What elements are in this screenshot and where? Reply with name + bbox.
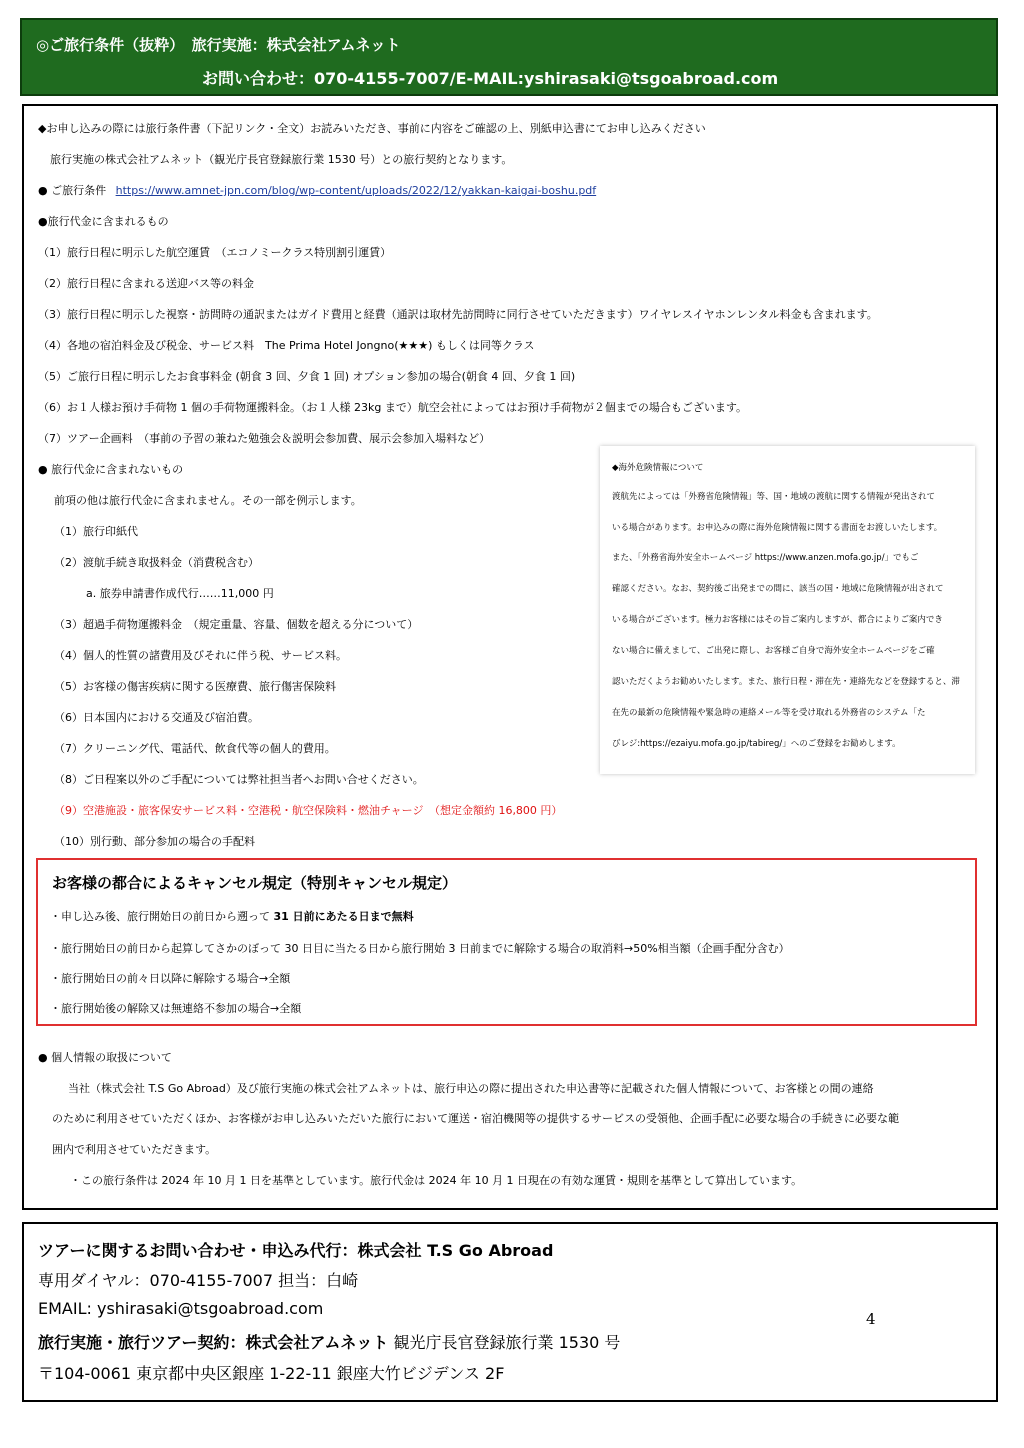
- notice-line: 渡航先によっては「外務省危険情報」等、国・地域の渡航に関する情報が発出されて: [612, 492, 936, 502]
- conditions-link[interactable]: https://www.amnet-jpn.com/blog/wp-content/uploads/2022/12/yakkan-kaigai-boshu.pdf: [115, 184, 597, 197]
- excluded-heading: ● 旅行代金に含まれないもの: [38, 463, 184, 476]
- contract-line: 旅行実施の株式会社アムネット（観光庁長官登録旅行業 1530 号）との旅行契約となります。: [50, 153, 513, 166]
- excluded-item-4: （4）個人的性質の諸費用及びそれに伴う税、サービス料。: [54, 649, 347, 662]
- excluded-item-1: （1）旅行印紙代: [54, 525, 138, 538]
- excluded-item-10: （10）別行動、部分参加の場合の手配料: [54, 835, 255, 848]
- footer-operator-name: 旅行実施・旅行ツアー契約：株式会社アムネット: [38, 1333, 389, 1352]
- footer-inquiry: ツアーに関するお問い合わせ・申込み代行：株式会社 T.S Go Abroad: [38, 1241, 554, 1260]
- excluded-intro: 前項の他は旅行代金に含まれません。その一部を例示します。: [54, 494, 362, 507]
- privacy-text-1: 当社（株式会社 T.S Go Abroad）及び旅行実施の株式会社アムネットは、旅行申込の際に提出された申込書等に記載された個人情報について、お客様との間の連絡: [68, 1082, 874, 1095]
- notice-line: また、「外務省海外安全ホームページ https://www.anzen.mofa.go.jp/」でもご: [612, 553, 919, 563]
- privacy-heading: ● 個人情報の取扱について: [38, 1051, 172, 1064]
- excluded-item-7: （7）クリーニング代、電話代、飲食代等の個人的費用。: [54, 742, 336, 755]
- notice-line: びレジ:https://ezaiyu.mofa.go.jp/tabireg/」へのご登録をお勧めします。: [612, 739, 901, 749]
- cancellation-rule-1: [50, 908, 414, 924]
- conditions-link-line: [38, 184, 596, 198]
- cancellation-title: お客様の都合によるキャンセル規定（特別キャンセル規定）: [52, 874, 458, 892]
- notice-line: 認いただくようお勧めいたします。また、旅行日程・滞在先・連絡先などを登録すると、滞: [612, 677, 960, 687]
- notice-line: ない場合に備えまして、ご出発に際し、お客様ご自身で海外安全ホームページをご確: [612, 646, 935, 656]
- cancellation-rule-3: ・旅行開始日の前々日以降に解除する場合→全額: [50, 972, 291, 985]
- excluded-item-3: （3）超過手荷物運搬料金 （規定重量、容量、個数を超える分について）: [54, 618, 419, 631]
- included-item-4: （4）各地の宿泊料金及び税金、サービス料 The Prima Hotel Jongno(★★★) もしくは同等クラス: [38, 339, 535, 352]
- contact-footer: [22, 1222, 998, 1402]
- notice-line: いる場合がございます。極力お客様にはその旨ご案内しますが、都合によりご案内でき: [612, 615, 943, 625]
- privacy-text-3: 囲内で利用させていただきます。: [52, 1143, 217, 1156]
- included-item-1: （1）旅行日程に明示した航空運賃 （エコノミークラス特別割引運賃）: [38, 246, 392, 259]
- cancellation-free-period: 31 日前にあたる日まで無料: [273, 910, 414, 923]
- overseas-danger-notice: [600, 446, 975, 774]
- footer-operator: [38, 1330, 620, 1353]
- intro-line: ◆お申し込みの際には旅行条件書（下記リンク・全文）お読みいただき、事前に内容をご確認の上、別紙申込書にてお申し込みください: [38, 122, 706, 135]
- included-item-2: （2）旅行日程に含まれる送迎バス等の料金: [38, 277, 254, 290]
- header-contact: お問い合わせ：070-4155-7007/E-MAIL:yshirasaki@tsgoabroad.com: [202, 69, 779, 88]
- excluded-item-8: （8）ご日程案以外のご手配については弊社担当者へお問い合せください。: [54, 773, 424, 786]
- included-item-3: （3）旅行日程に明示した視察・訪問時の通訳またはガイド費用と経費（通訳は取材先訪問時に同行させていただきます）ワイヤレスイヤホンレンタル料金も含まれます。: [38, 308, 878, 321]
- cancellation-rule-2: ・旅行開始日の前日から起算してさかのぼって 30 日目に当たる日から旅行開始 3 日前までに解除する場合の取消料→50%相当額（企画手配分含む）: [50, 942, 790, 955]
- footer-email: EMAIL: yshirasaki@tsgoabroad.com: [38, 1299, 324, 1318]
- conditions-label: ● ご旅行条件: [38, 184, 107, 197]
- included-item-5: （5）ご旅行日程に明示したお食事料金 (朝食 3 回、夕食 1 回) オプション参加の場合(朝食 4 回、夕食 1 回): [38, 370, 576, 383]
- basis-date-note: ・この旅行条件は 2024 年 10 月 1 日を基準としています。旅行代金は 2024 年 10 月 1 日現在の有効な運賃・規則を基準として算出しています。: [70, 1174, 803, 1187]
- notice-line: いる場合があります。お申込みの際に海外危険情報に関する書面をお渡しいたします。: [612, 523, 943, 533]
- included-item-7: （7）ツアー企画料 （事前の予習の兼ねた勉強会＆説明会参加費、展示会参加入場料など）: [38, 432, 491, 445]
- included-item-6: （6）お１人様お預け手荷物 1 個の手荷物運搬料金。（お１人様 23kg まで）航空会社によってはお預け手荷物が２個までの場合もございます。: [38, 401, 747, 414]
- page-number: 4: [866, 1310, 876, 1328]
- cancellation-policy-box: [36, 858, 977, 1026]
- excluded-item-2a: a. 旅券申請書作成代行……11,000 円: [86, 587, 274, 600]
- included-heading: ●旅行代金に含まれるもの: [38, 215, 169, 228]
- footer-phone: 専用ダイヤル：070-4155-7007 担当：白崎: [38, 1271, 359, 1290]
- footer-registration: 観光庁長官登録旅行業 1530 号: [388, 1333, 621, 1352]
- excluded-item-6: （6）日本国内における交通及び宿泊費。: [54, 711, 259, 724]
- header-title: ◎ご旅行条件（抜粋） 旅行実施：株式会社アムネット: [36, 36, 401, 54]
- cancellation-rule-1-text: ・申し込み後、旅行開始日の前日から遡って: [50, 910, 274, 923]
- header-banner: [20, 18, 998, 96]
- notice-line: 在先の最新の危険情報や緊急時の連絡メール等を受け取れる外務省のシステム「た: [612, 708, 926, 718]
- footer-address: 〒104-0061 東京都中央区銀座 1-22-11 銀座大竹ビジデンス 2F: [38, 1364, 505, 1383]
- notice-line: 確認ください。なお、契約後ご出発までの間に、該当の国・地域に危険情報が出されて: [612, 584, 944, 594]
- privacy-text-2: のために利用させていただくほか、お客様がお申し込みいただいた旅行において運送・宿泊機関等の提供するサービスの受領他、企画手配に必要な場合の手続きに必要な範: [52, 1112, 899, 1125]
- excluded-item-2: （2）渡航手続き取扱料金（消費税含む）: [54, 556, 259, 569]
- excluded-item-9: （9）空港施設・旅客保安サービス料・空港税・航空保険料・燃油チャージ （想定金額約 16,800 円）: [54, 804, 563, 817]
- notice-title: ◆海外危険情報について: [612, 463, 704, 473]
- cancellation-rule-4: ・旅行開始後の解除又は無連絡不参加の場合→全額: [50, 1002, 302, 1015]
- excluded-item-5: （5）お客様の傷害疾病に関する医療費、旅行傷害保険料: [54, 680, 336, 693]
